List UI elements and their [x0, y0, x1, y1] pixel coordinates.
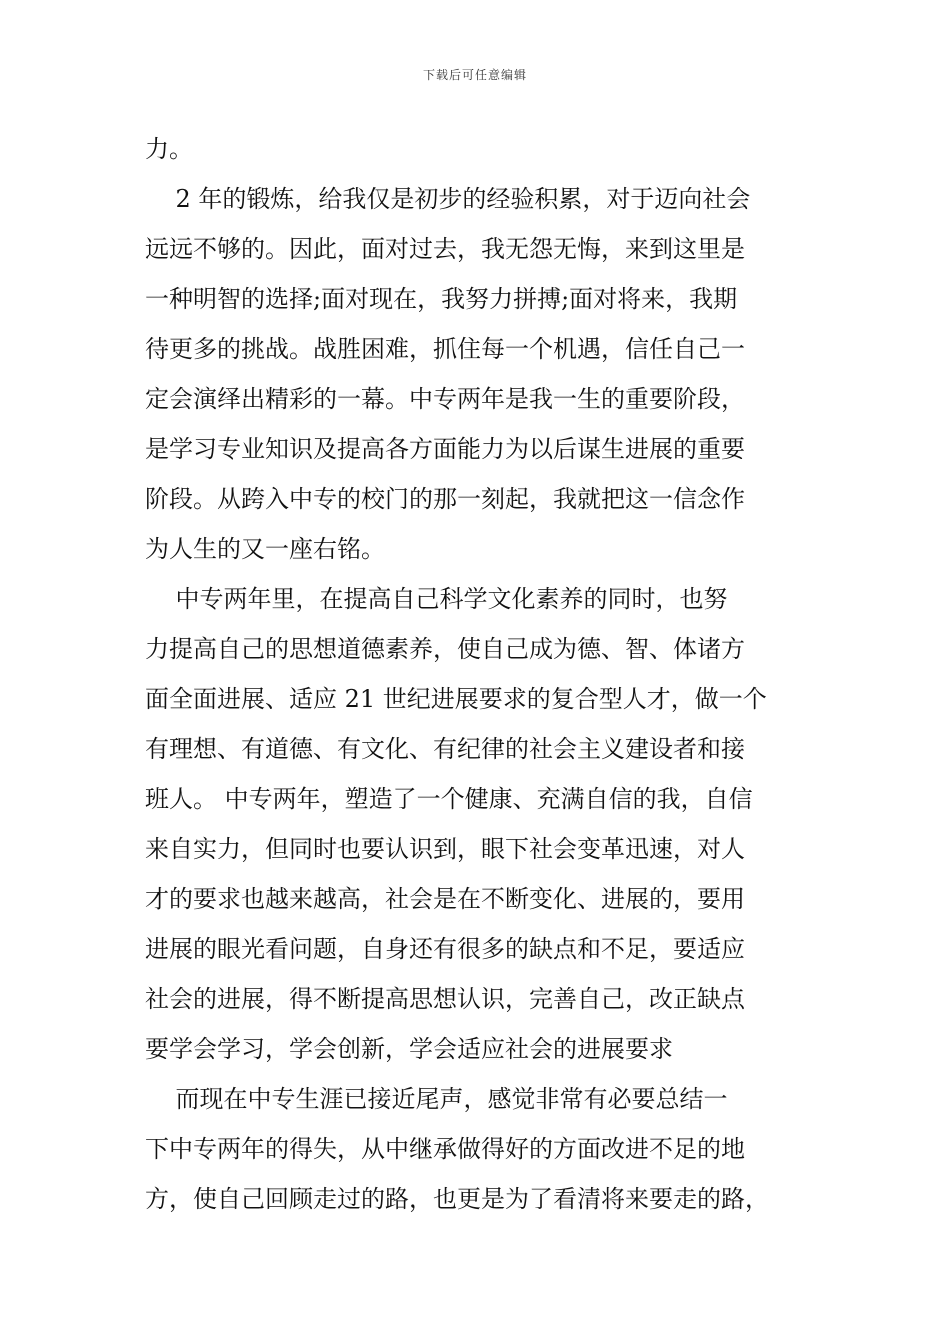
- text-line: 面全面进展、适应 21 世纪进展要求的复合型人才，做一个: [145, 685, 767, 713]
- text-line: 才的要求也越来越高，社会是在不断变化、进展的，要用: [145, 885, 745, 913]
- text-line: 进展的眼光看问题，自身还有很多的缺点和不足，要适应: [145, 935, 745, 963]
- page-header: 下载后可任意编辑: [422, 68, 527, 82]
- text-line: 力提高自己的思想道德素养，使自己成为德、智、体诸方: [145, 635, 745, 663]
- text-line: 阶段。从跨入中专的校门的那一刻起，我就把这一信念作: [145, 485, 745, 513]
- text-line: 有理想、有道德、有文化、有纪律的社会主义建设者和接: [145, 735, 745, 763]
- text-line: 力。: [145, 135, 193, 163]
- text-line: 而现在中专生涯已接近尾声，感觉非常有必要总结一: [145, 1085, 728, 1113]
- text-line: 定会演绎出精彩的一幕。中专两年是我一生的重要阶段，: [145, 385, 745, 413]
- text-line: 待更多的挑战。战胜困难，抓住每一个机遇，信任自己一: [145, 335, 745, 363]
- text-line: 来自实力，但同时也要认识到，眼下社会变革迅速，对人: [145, 835, 745, 863]
- text-line: 远远不够的。因此，面对过去，我无怨无悔，来到这里是: [145, 235, 745, 263]
- document-body: [145, 124, 817, 1224]
- text-line: 要学会学习，学会创新，学会适应社会的进展要求: [145, 1035, 673, 1063]
- text-line: 是学习专业知识及提高各方面能力为以后谋生进展的重要: [145, 435, 745, 463]
- text-line: 方，使自己回顾走过的路，也更是为了看清将来要走的路，: [145, 1185, 769, 1213]
- text-line: 为人生的又一座右铭。: [145, 535, 385, 563]
- text-line: 2 年的锻炼，给我仅是初步的经验积累，对于迈向社会: [145, 185, 751, 213]
- text-line: 一种明智的选择;面对现在，我努力拼搏;面对将来，我期: [145, 285, 738, 313]
- text-line: 社会的进展，得不断提高思想认识，完善自己，改正缺点: [145, 985, 745, 1013]
- text-line: 下中专两年的得失，从中继承做得好的方面改进不足的地: [145, 1135, 745, 1163]
- text-line: 班人。 中专两年，塑造了一个健康、充满自信的我，自信: [145, 785, 753, 813]
- text-line: 中专两年里，在提高自己科学文化素养的同时，也努: [145, 585, 728, 613]
